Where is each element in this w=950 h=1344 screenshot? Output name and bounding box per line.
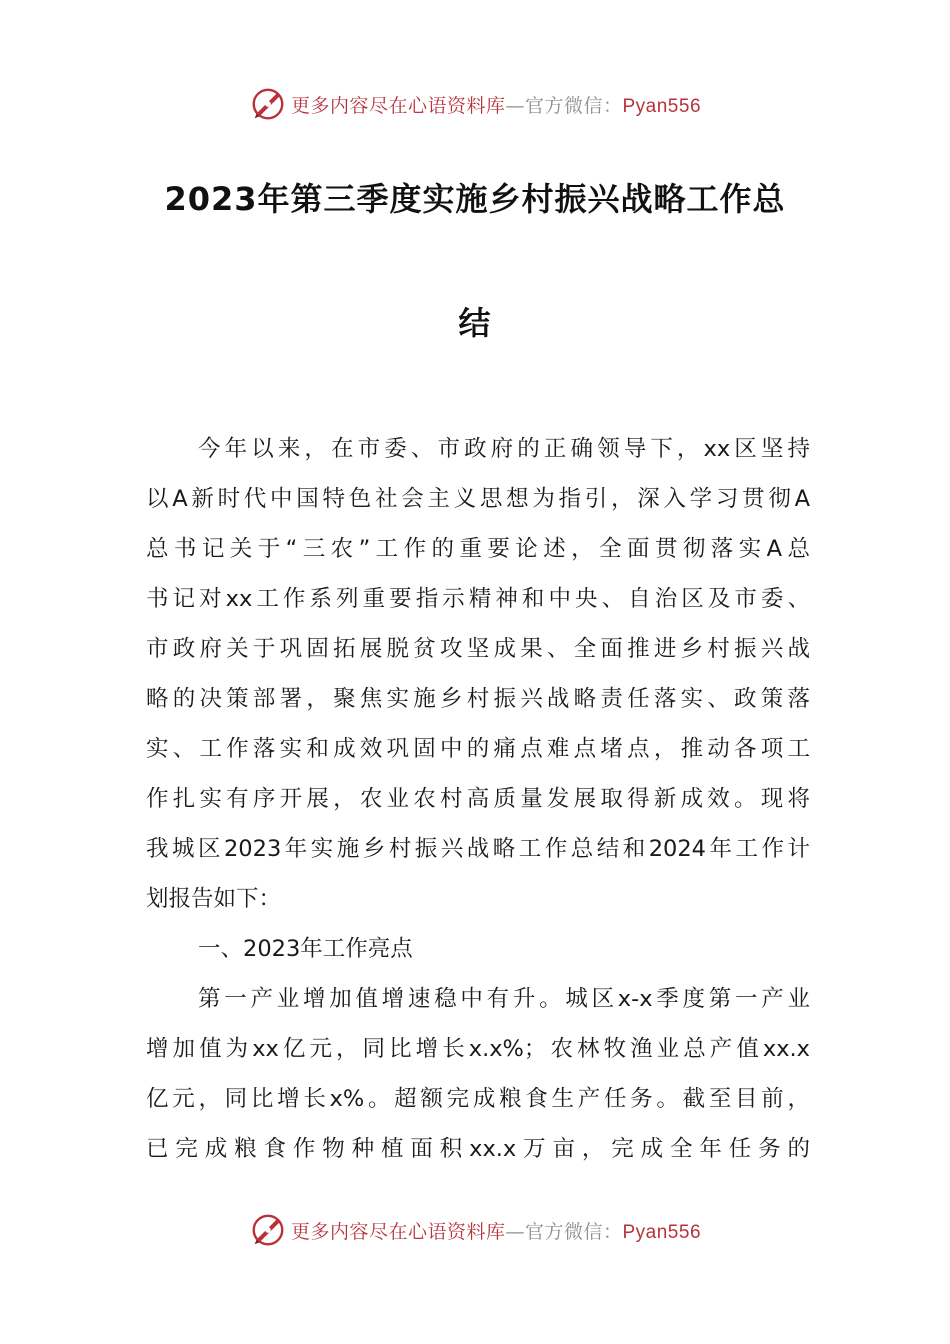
body-line: 亿元，同比增长x%。超额完成粮食生产任务。截至目前， (146, 1086, 810, 1112)
body-line: 书记对xx工作系列重要指示精神和中央、自治区及市委、 (146, 586, 810, 612)
body-line: 作扎实有序开展，农业农村高质量发展取得新成效。现将 (146, 786, 810, 812)
body-line: 增加值为xx亿元，同比增长x.x%；农林牧渔业总产值xx.x (146, 1036, 810, 1062)
watermark-sub-text: —官方微信： (505, 94, 623, 117)
body-line: 市政府关于巩固拓展脱贫攻坚成果、全面推进乡村振兴战 (146, 636, 810, 662)
watermark-main-text: 更多内容尽在心语资料库 (290, 94, 506, 117)
body-line: 我城区2023年实施乡村振兴战略工作总结和2024年工作计 (146, 836, 810, 862)
watermark-sub-text: —官方微信： (505, 1220, 623, 1243)
footer-watermark (0, 1208, 950, 1252)
document-title-line-1: 2023年第三季度实施乡村振兴战略工作总 (164, 180, 786, 218)
watermark-main-text: 更多内容尽在心语资料库 (290, 1220, 506, 1243)
document-body (146, 424, 810, 1174)
document-title-line-2: 结 (458, 304, 492, 342)
body-line: 总书记关于“三农”工作的重要论述，全面贯彻落实A总 (146, 536, 810, 562)
section-heading: 一、2023年工作亮点 (198, 936, 413, 962)
watermark-wechat-id: Pyan556 (622, 1221, 702, 1243)
body-line: 划报告如下： (146, 886, 282, 912)
body-line: 第一产业增加值增速稳中有升。城区x-x季度第一产业 (198, 986, 810, 1012)
pen-logo-icon (249, 1211, 287, 1249)
header-watermark (0, 82, 950, 126)
body-line: 略的决策部署，聚焦实施乡村振兴战略责任落实、政策落 (146, 686, 810, 712)
body-line: 实、工作落实和成效巩固中的痛点难点堵点，推动各项工 (146, 736, 810, 762)
pen-logo-icon (249, 85, 287, 123)
body-line: 今年以来，在市委、市政府的正确领导下，xx区坚持 (198, 436, 810, 462)
watermark-wechat-id: Pyan556 (622, 95, 702, 117)
body-line: 以A新时代中国特色社会主义思想为指引，深入学习贯彻A (146, 486, 810, 512)
body-line: 已完成粮食作物种植面积xx.x万亩，完成全年任务的 (146, 1136, 810, 1162)
